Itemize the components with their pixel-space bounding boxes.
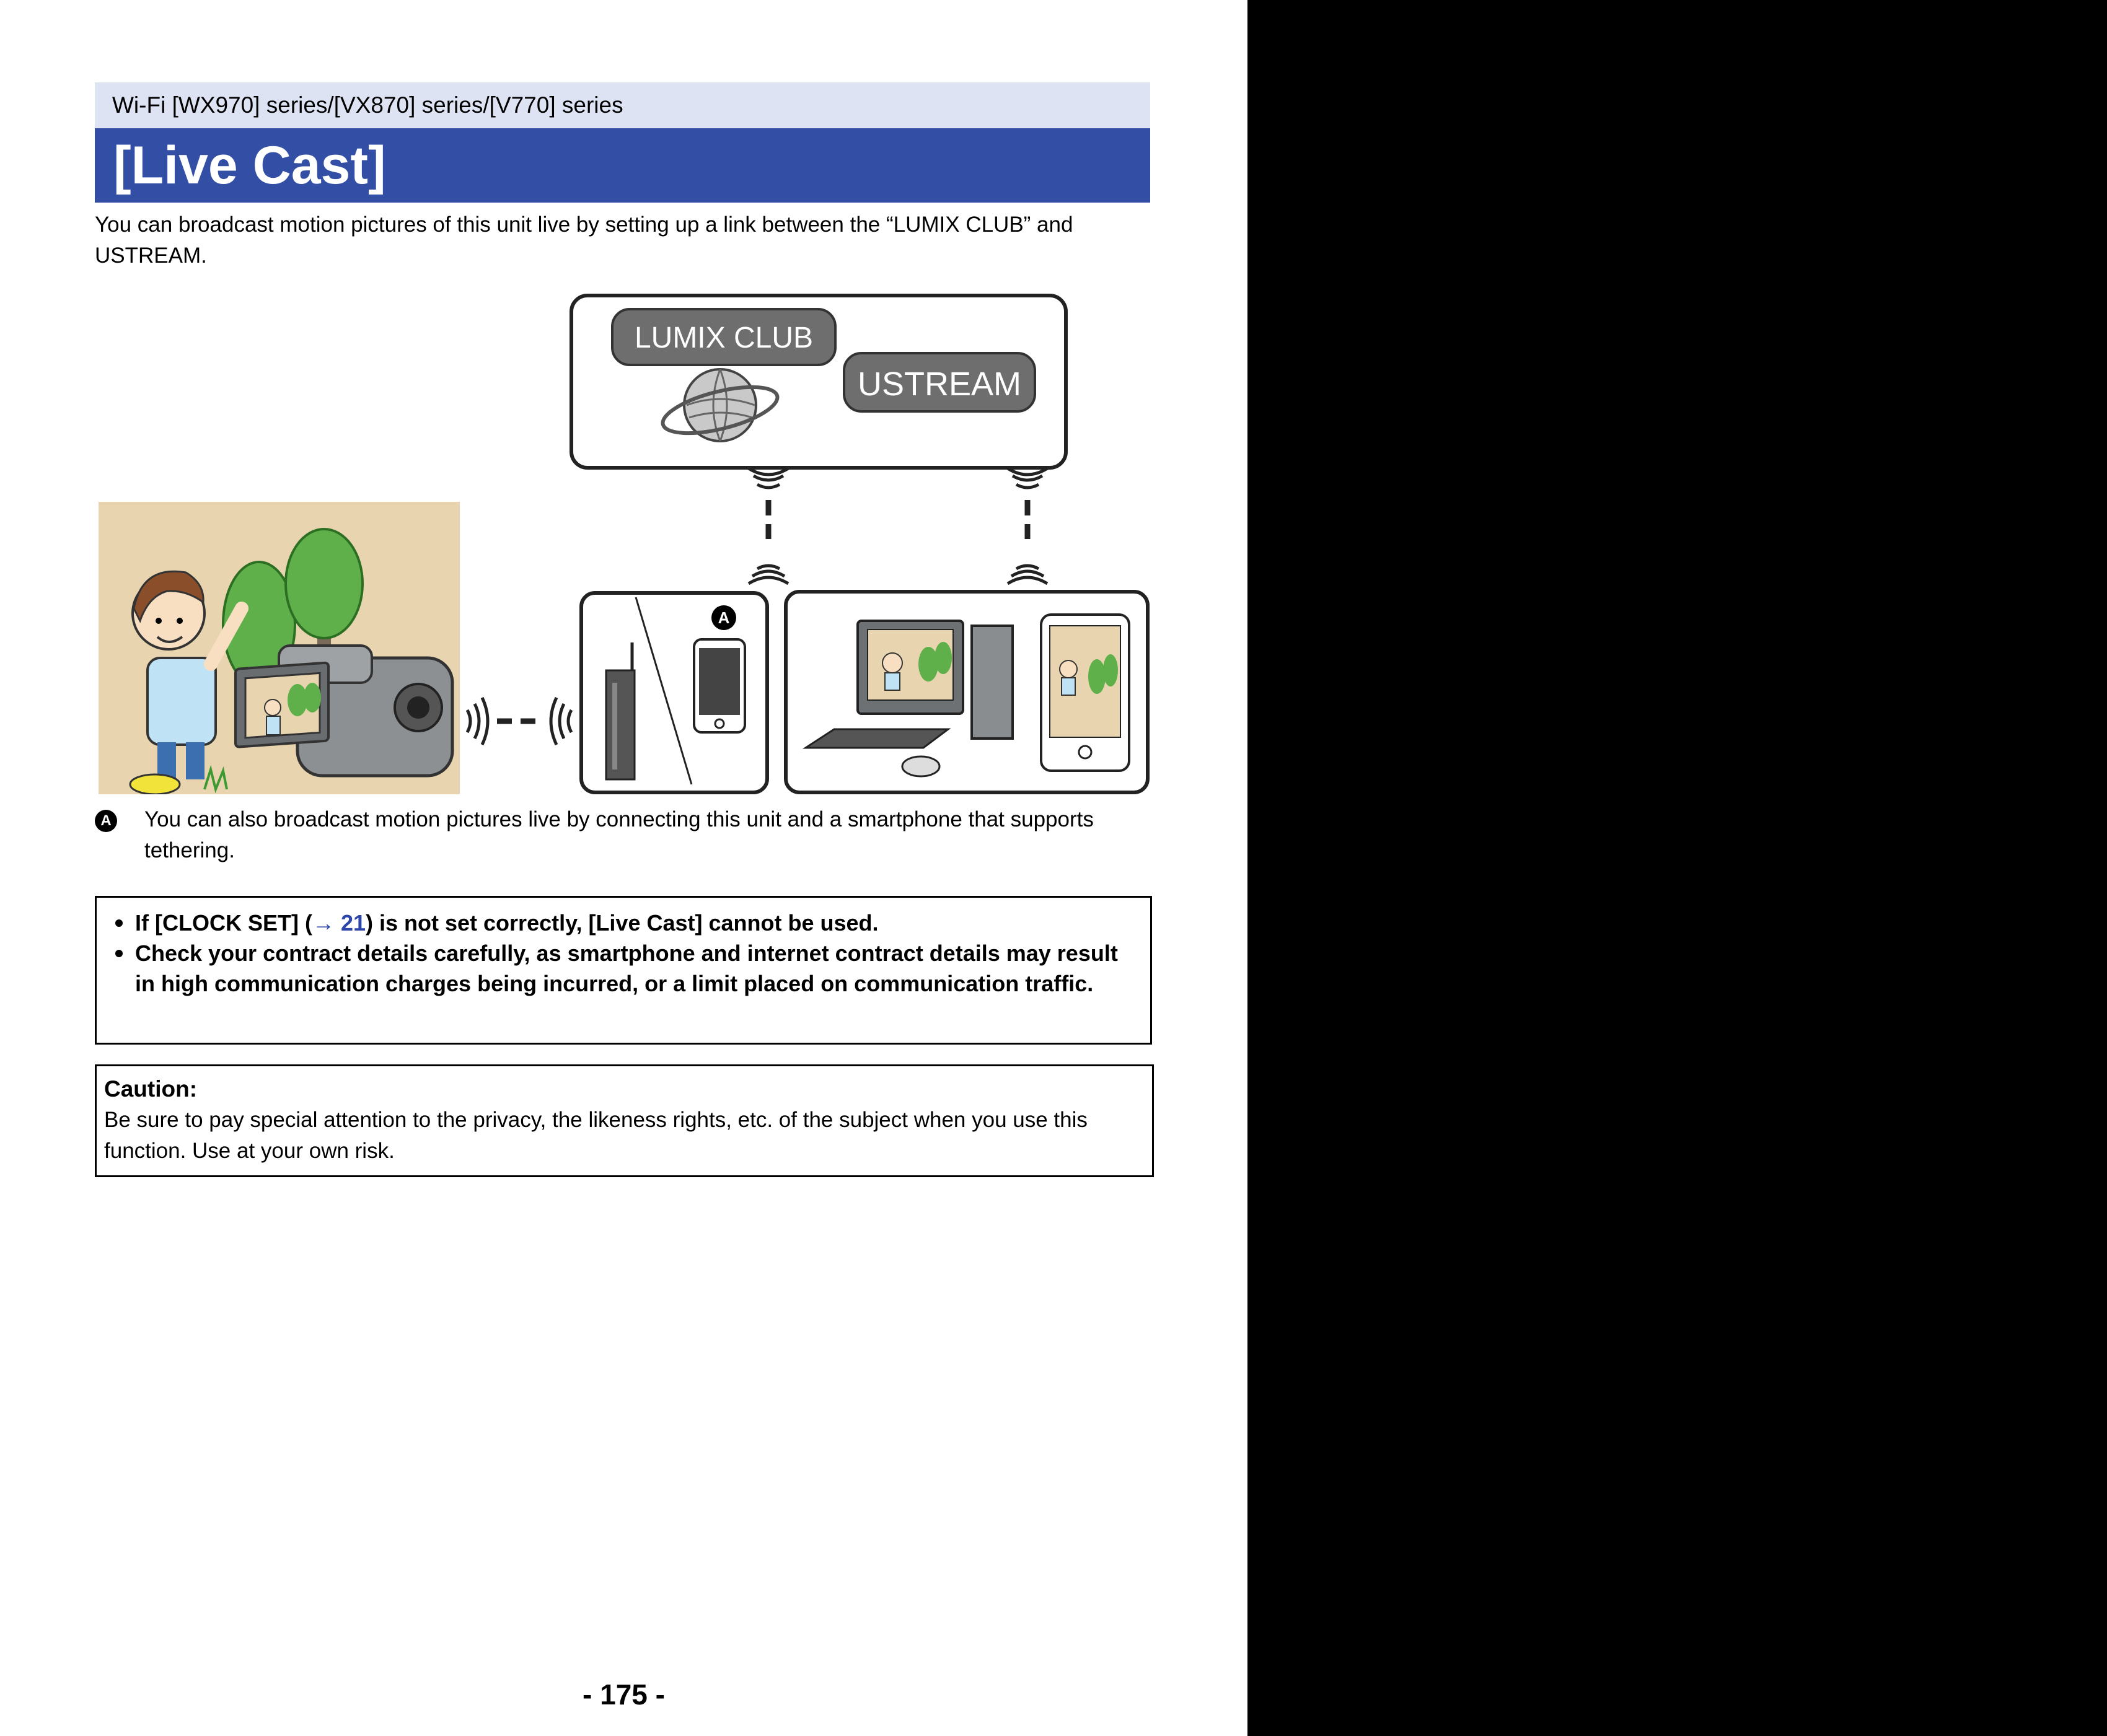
wireless-link-right [1008, 468, 1047, 584]
note-a-text: You can also broadcast motion pictures live by connecting this unit and a smartphone that supports tethering. [144, 807, 1094, 862]
marker-a-badge: A [95, 810, 117, 832]
note-contract: Check your contract details carefully, as smartphone and internet contract details may result in high communication charges being incurred, or a limit placed on communication traffic. [113, 938, 1129, 999]
marker-a-label: A [718, 608, 730, 627]
camcorder-wireless-link [467, 698, 571, 745]
lumix-club-label: LUMIX CLUB [634, 322, 814, 354]
caution-text: Be sure to pay special attention to the privacy, the likeness rights, etc. of the subject when you use this function. Use at your own risk. [104, 1108, 1088, 1163]
caution-title: Caution: [104, 1076, 198, 1102]
page-title: [Live Cast] [95, 128, 1150, 203]
smartphone-viewer-icon [1041, 615, 1129, 771]
section-header: Wi-Fi [WX970] series/[VX870] series/[V770] series [95, 82, 1150, 128]
note-clock-set [113, 908, 1129, 938]
caution-box [95, 1064, 1154, 1177]
access-point-box [581, 593, 767, 792]
background-margin [1247, 0, 2107, 1736]
intro-paragraph: You can broadcast motion pictures of this unit live by setting up a link between the “LUMIX CLUB” and USTREAM. [95, 213, 1073, 268]
smartphone-icon [694, 639, 745, 732]
live-cast-diagram [93, 286, 1156, 794]
camcorder-illustration [99, 502, 460, 794]
internet-services-box [571, 296, 1066, 468]
ustream-label: USTREAM [857, 366, 1022, 403]
important-notes-list [113, 908, 1129, 999]
clock-set-page-link[interactable]: → 21 [312, 910, 366, 936]
note-clock-set-text: If [CLOCK SET] ( [135, 910, 312, 936]
important-notes-box [95, 896, 1152, 1045]
viewer-devices-box [786, 592, 1148, 792]
wireless-link-left [749, 468, 788, 584]
page-number: - 175 - [583, 1678, 665, 1711]
note-a [95, 804, 1155, 866]
note-clock-set-text-end: ) is not set correctly, [Live Cast] cannot be used. [366, 910, 879, 936]
